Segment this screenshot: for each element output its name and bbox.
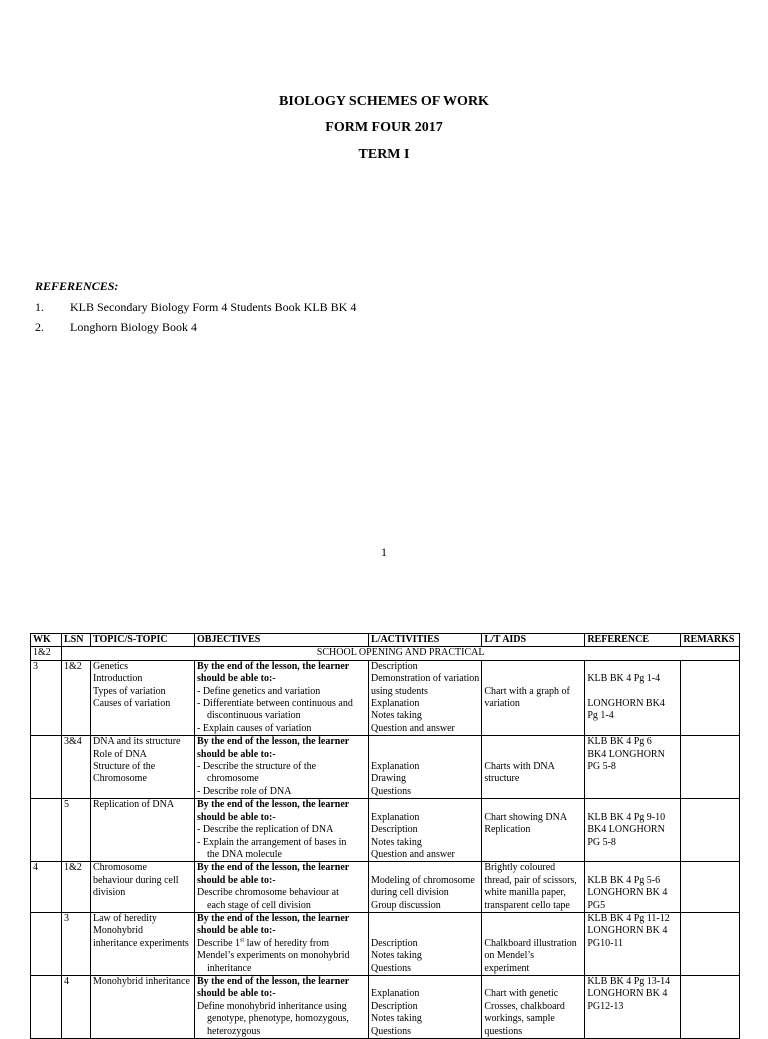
cell-line: heterozygous — [207, 1025, 261, 1037]
cell-line — [371, 862, 479, 874]
week-cell: 3 — [31, 660, 62, 735]
cell-line: each stage of cell division — [207, 899, 311, 911]
cell-line: Chart with a graph of — [484, 685, 570, 697]
cell-line: during cell division — [371, 887, 449, 899]
objectives-cell — [195, 736, 369, 799]
aids-cell — [482, 660, 585, 735]
cell-line: DNA and its structure — [93, 736, 181, 748]
reference-text: KLB Secondary Biology Form 4 Students Book KLB BK 4 — [70, 300, 357, 314]
cell-line: By the end of the lesson, the learner — [197, 799, 350, 811]
column-header-activities: L/ACTIVITIES — [369, 634, 482, 647]
reference-item — [35, 300, 356, 315]
column-header-lsn: LSN — [62, 634, 91, 647]
reference-cell — [585, 975, 681, 1038]
lesson-cell: 1&2 — [62, 862, 91, 913]
remarks-cell — [681, 862, 740, 913]
cell-line: Crosses, chalkboard — [484, 1000, 565, 1012]
week-cell — [31, 912, 62, 975]
cell-line: Law of heredity — [93, 912, 157, 924]
cell-line: inheritance — [207, 962, 252, 974]
week-cell — [31, 799, 62, 862]
topic-cell — [91, 975, 195, 1038]
cell-line: Mendel’s experiments on monohybrid — [197, 950, 350, 962]
cell-line: By the end of the lesson, the learner — [197, 660, 350, 672]
column-header-topic: TOPIC/S-TOPIC — [91, 634, 195, 647]
cell-line: Replication — [484, 824, 531, 836]
column-header-wk: WK — [31, 634, 62, 647]
cell-line: transparent cello tape — [484, 899, 570, 911]
cell-line: Explanation — [371, 811, 420, 823]
cell-line: Chart showing DNA — [484, 811, 568, 823]
cell-line: Demonstration of variation — [371, 673, 480, 685]
cell-line: - Differentiate between continuous and — [197, 698, 353, 710]
cell-line: Modeling of chromosome — [371, 874, 475, 886]
cell-line: discontinuous variation — [207, 710, 301, 722]
lesson-row — [31, 862, 740, 913]
cell-line: Explanation — [371, 761, 420, 773]
cell-line — [371, 976, 479, 988]
cell-line: By the end of the lesson, the learner — [197, 912, 350, 924]
cell-line: Describe chromosome behaviour at — [197, 887, 339, 899]
cell-line: Chromosome — [93, 862, 147, 874]
lesson-row — [31, 799, 740, 862]
cell-line: KLB BK 4 Pg 5-6 — [587, 874, 661, 886]
cell-line: By the end of the lesson, the learner — [197, 975, 350, 987]
reference-number: 1. — [35, 300, 44, 314]
cell-line — [484, 673, 582, 685]
reference-text: Longhorn Biology Book 4 — [70, 320, 198, 334]
remarks-cell — [681, 975, 740, 1038]
cell-line: Drawing — [371, 773, 406, 785]
cell-line: questions — [484, 1025, 523, 1037]
cell-line: Questions — [371, 1025, 411, 1037]
cell-line: LONGHORN BK4 — [587, 698, 665, 710]
cell-line: behaviour during cell — [93, 874, 179, 886]
activities-cell — [369, 660, 482, 735]
reference-cell — [585, 862, 681, 913]
cell-line: should be able to:- — [197, 811, 276, 823]
activities-cell — [369, 975, 482, 1038]
scheme-of-work-table — [30, 633, 740, 1039]
cell-line — [371, 925, 479, 937]
cell-line: should be able to:- — [197, 874, 276, 886]
cell-line: structure — [484, 773, 520, 785]
cell-line — [371, 736, 479, 748]
aids-cell — [482, 799, 585, 862]
aids-cell — [482, 975, 585, 1038]
activities-cell — [369, 736, 482, 799]
cell-line: Replication of DNA — [93, 799, 175, 811]
cell-line: By the end of the lesson, the learner — [197, 736, 350, 748]
cell-line: Description — [371, 824, 418, 836]
table-header-row — [31, 634, 740, 647]
cell-line: Notes taking — [371, 950, 422, 962]
opening-week-cell: 1&2 — [31, 647, 62, 660]
column-header-remarks: REMARKS — [681, 634, 740, 647]
cell-line: Define monohybrid inheritance using — [197, 1000, 347, 1012]
lesson-cell: 5 — [62, 799, 91, 862]
opening-text-cell: SCHOOL OPENING AND PRACTICAL — [62, 647, 740, 660]
cell-line: PG10-11 — [587, 937, 624, 949]
cell-line: PG5 — [587, 899, 606, 911]
cell-line: Monohybrid — [93, 925, 143, 937]
cell-line — [484, 976, 582, 988]
cell-line: the DNA molecule — [207, 848, 282, 860]
cell-line: Notes taking — [371, 710, 422, 722]
cell-line: should be able to:- — [197, 988, 276, 1000]
column-header-aids: L/T AIDS — [482, 634, 585, 647]
objectives-cell — [195, 975, 369, 1038]
cell-line: BK4 LONGHORN — [587, 824, 665, 836]
reference-cell — [585, 912, 681, 975]
cell-line — [371, 749, 479, 761]
cell-line: Chart with genetic — [484, 988, 559, 1000]
remarks-cell — [681, 660, 740, 735]
cell-line — [587, 686, 678, 698]
week-cell: 4 — [31, 862, 62, 913]
cell-line: Explanation — [371, 698, 420, 710]
document-title: BIOLOGY SCHEMES OF WORK — [279, 94, 489, 109]
lesson-cell: 3&4 — [62, 736, 91, 799]
lesson-row — [31, 912, 740, 975]
topic-cell — [91, 736, 195, 799]
cell-line: Question and answer — [371, 722, 455, 734]
term-subtitle: TERM I — [358, 147, 410, 162]
column-header-reference: REFERENCE — [585, 634, 681, 647]
cell-line — [587, 799, 678, 811]
cell-line: Chalkboard illustration — [484, 937, 577, 949]
cell-line — [587, 862, 678, 874]
objectives-cell — [195, 799, 369, 862]
remarks-cell — [681, 736, 740, 799]
cell-line: Charts with DNA — [484, 761, 555, 773]
week-cell — [31, 736, 62, 799]
reference-item — [35, 320, 197, 335]
cell-line: Explanation — [371, 988, 420, 1000]
lesson-cell: 1&2 — [62, 660, 91, 735]
cell-line: should be able to:- — [197, 748, 276, 760]
activities-cell — [369, 799, 482, 862]
cell-line: PG 5-8 — [587, 761, 616, 773]
cell-line: KLB BK 4 Pg 9-10 — [587, 811, 666, 823]
cell-line: Types of variation — [93, 685, 166, 697]
topic-cell — [91, 799, 195, 862]
lesson-cell: 3 — [62, 912, 91, 975]
lesson-row — [31, 660, 740, 735]
cell-line: LONGHORN BK 4 — [587, 887, 668, 899]
cell-line: experiment — [484, 962, 530, 974]
cell-line — [371, 799, 479, 811]
cell-line: Structure of the — [93, 761, 156, 773]
references-heading: REFERENCES: — [35, 279, 119, 293]
cell-line: chromosome — [207, 773, 259, 785]
cell-line: should be able to:- — [197, 925, 276, 937]
cell-line: LONGHORN BK 4 — [587, 925, 668, 937]
cell-line: inheritance experiments — [93, 937, 189, 949]
cell-line: thread, pair of scissors, — [484, 874, 577, 886]
cell-line: Notes taking — [371, 836, 422, 848]
cell-line: KLB BK 4 Pg 6 — [587, 736, 652, 748]
cell-line: Description — [371, 1000, 418, 1012]
cell-line: LONGHORN BK 4 — [587, 988, 668, 1000]
activities-cell — [369, 912, 482, 975]
aids-cell — [482, 912, 585, 975]
cell-line — [371, 913, 479, 925]
reference-cell — [585, 736, 681, 799]
cell-line: Monohybrid inheritance — [93, 975, 190, 987]
cell-line: should be able to:- — [197, 673, 276, 685]
lesson-row — [31, 736, 740, 799]
cell-line: Pg 1-4 — [587, 710, 614, 722]
cell-line: Question and answer — [371, 848, 455, 860]
cell-line: Group discussion — [371, 899, 441, 911]
topic-cell — [91, 912, 195, 975]
cell-line: division — [93, 887, 126, 899]
objectives-cell — [195, 660, 369, 735]
cell-line: Genetics — [93, 660, 128, 672]
cell-line — [484, 799, 582, 811]
remarks-cell — [681, 799, 740, 862]
cell-line: Role of DNA — [93, 748, 147, 760]
cell-line: - Define genetics and variation — [197, 685, 321, 697]
objectives-cell — [195, 862, 369, 913]
cell-line: Describe 1st law of heredity from — [197, 937, 330, 949]
aids-cell — [482, 736, 585, 799]
topic-cell — [91, 862, 195, 913]
activities-cell — [369, 862, 482, 913]
cell-line: By the end of the lesson, the learner — [197, 862, 350, 874]
cell-line: BK4 LONGHORN — [587, 748, 665, 760]
cell-line: Questions — [371, 962, 411, 974]
cell-line: Notes taking — [371, 1013, 422, 1025]
cell-line: - Describe the structure of the — [197, 761, 317, 773]
lesson-cell: 4 — [62, 975, 91, 1038]
form-subtitle: FORM FOUR 2017 — [325, 120, 443, 135]
cell-line: - Describe role of DNA — [197, 785, 292, 797]
cell-line: Causes of variation — [93, 698, 171, 710]
cell-line: genotype, phenotype, homozygous, — [207, 1013, 349, 1025]
column-header-objectives: OBJECTIVES — [195, 634, 369, 647]
cell-line: Brightly coloured — [484, 862, 556, 874]
topic-cell — [91, 660, 195, 735]
cell-line: PG 5-8 — [587, 836, 616, 848]
week-cell — [31, 975, 62, 1038]
page-number: 1 — [381, 545, 387, 559]
reference-cell — [585, 799, 681, 862]
cell-line: using students — [371, 685, 428, 697]
school-opening-row — [31, 647, 740, 660]
cell-line: PG12-13 — [587, 1000, 624, 1012]
cell-line: Introduction — [93, 673, 143, 685]
cell-line: - Explain the arrangement of bases in — [197, 836, 347, 848]
cell-line: workings, sample — [484, 1013, 555, 1025]
cell-line: - Describe the replication of DNA — [197, 824, 334, 836]
cell-line — [484, 925, 582, 937]
cell-line: - Explain causes of variation — [197, 722, 312, 734]
cell-line — [484, 736, 582, 748]
cell-line: KLB BK 4 Pg 1-4 — [587, 673, 661, 685]
cell-line: Chromosome — [93, 773, 147, 785]
reference-number: 2. — [35, 320, 44, 334]
cell-line — [484, 661, 582, 673]
lesson-row — [31, 975, 740, 1038]
cell-line — [484, 749, 582, 761]
reference-cell — [585, 660, 681, 735]
objectives-cell — [195, 912, 369, 975]
remarks-cell — [681, 912, 740, 975]
cell-line: KLB BK 4 Pg 13-14 — [587, 975, 671, 987]
cell-line: Description — [371, 937, 418, 949]
aids-cell — [482, 862, 585, 913]
cell-line: KLB BK 4 Pg 11-12 — [587, 912, 670, 924]
cell-line — [484, 913, 582, 925]
cell-line — [587, 661, 678, 673]
cell-line: Questions — [371, 785, 411, 797]
cell-line: white manilla paper, — [484, 887, 566, 899]
cell-line: Description — [371, 660, 418, 672]
cell-line: variation — [484, 698, 520, 710]
cell-line: on Mendel’s — [484, 950, 535, 962]
